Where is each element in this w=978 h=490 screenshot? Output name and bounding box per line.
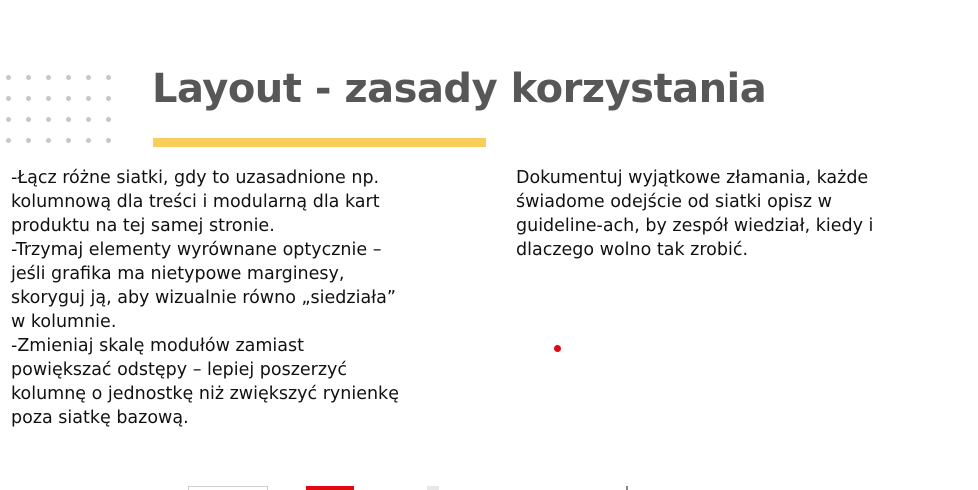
- dot: [26, 117, 31, 122]
- dot: [46, 117, 51, 122]
- dot: [86, 117, 91, 122]
- dot: [106, 117, 111, 122]
- dot: [6, 96, 11, 101]
- dot: [26, 75, 31, 80]
- decorative-dot-grid: [6, 75, 111, 143]
- dot: [106, 138, 111, 143]
- dot: [46, 75, 51, 80]
- dot: [86, 138, 91, 143]
- dot: [106, 96, 111, 101]
- dot: [46, 138, 51, 143]
- right-column-text: Dokumentuj wyjątkowe złamania, każde świadome odejście od siatki opisz w guideline-ach, by zespół wiedział, kiedy i dlaczego wolno tak zrobić.: [516, 168, 874, 260]
- dot: [26, 138, 31, 143]
- dot: [66, 75, 71, 80]
- dot: [66, 117, 71, 122]
- pointer-dot: [554, 345, 561, 352]
- slide-title: Layout - zasady korzystania: [152, 66, 767, 112]
- dot: [66, 96, 71, 101]
- thumbnail-edge: [626, 486, 628, 490]
- dot: [106, 75, 111, 80]
- dot: [86, 75, 91, 80]
- left-column-text: -Łącz różne siatki, gdy to uzasadnione np. kolumnową dla treści i modularną dla kart produktu na tej samej stronie. -Trzymaj elementy wyrównane optycznie – jeśli grafika ma nietypowe marginesy, skoryguj ją, aby wizualnie równo „siedziała” w kolumnie. -Zmieniaj skalę modułów zamiast powiększać odstępy – lepiej poszerzyć kolumnę o jednostkę niż zwiększyć rynienkę poza siatkę bazową.: [11, 168, 399, 428]
- thumbnail-edge: [306, 486, 354, 490]
- dot: [6, 138, 11, 143]
- thumbnail-edge: [427, 486, 439, 490]
- dot: [6, 75, 11, 80]
- dot: [66, 138, 71, 143]
- dot: [46, 96, 51, 101]
- title-underline-accent: [153, 138, 486, 147]
- dot: [6, 117, 11, 122]
- thumbnail-edge: [188, 486, 268, 490]
- dot: [86, 96, 91, 101]
- dot: [26, 96, 31, 101]
